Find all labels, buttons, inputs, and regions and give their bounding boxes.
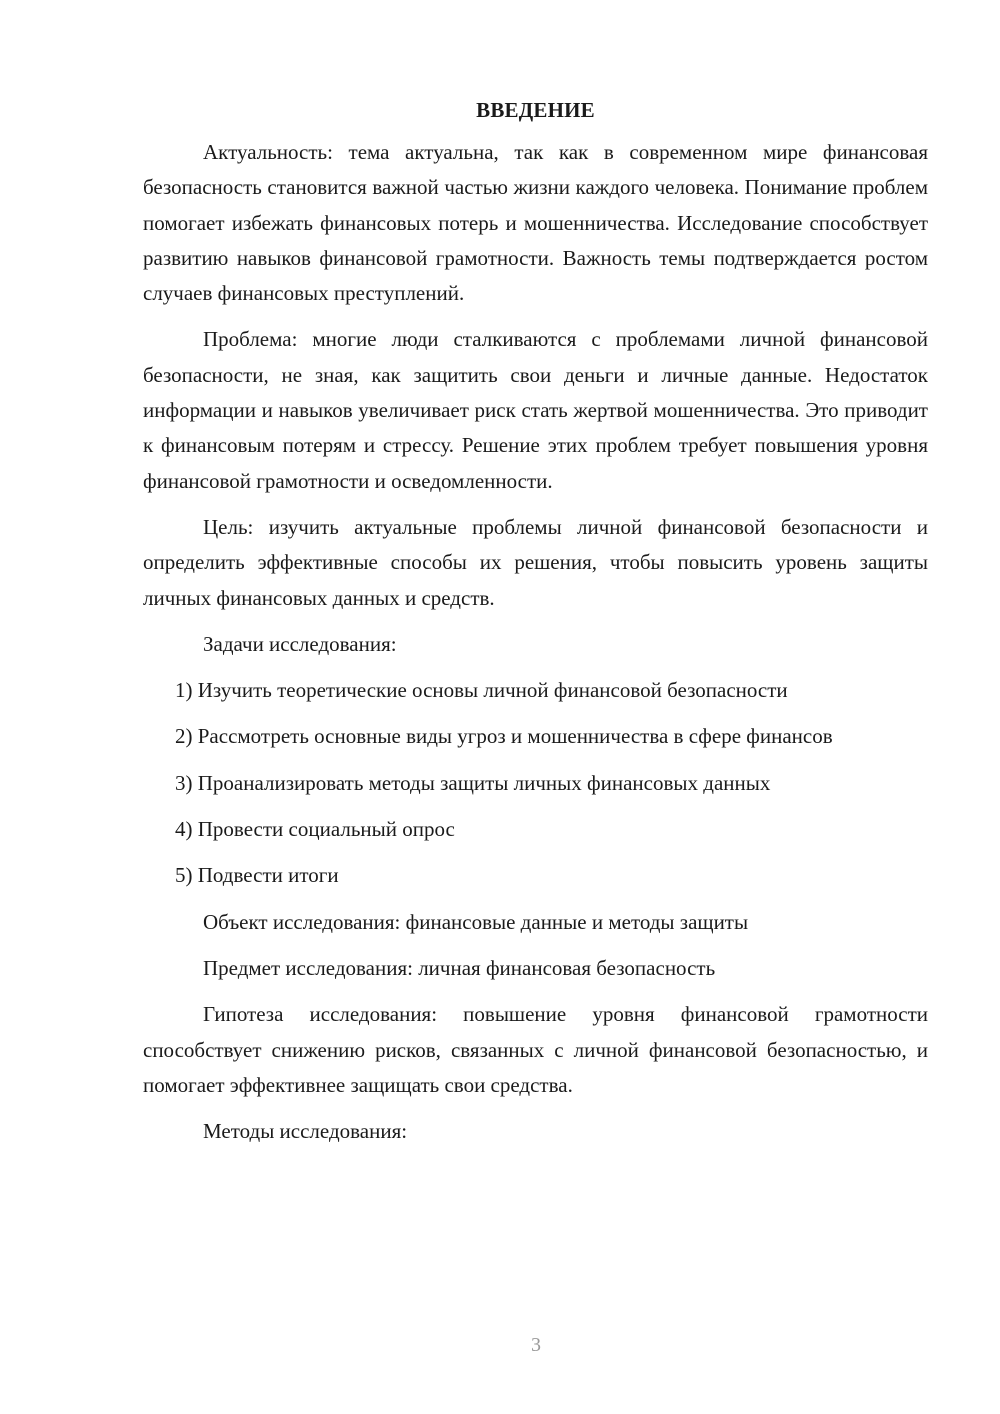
page-number: 3 [531,1334,541,1356]
goal-paragraph: Цель: изучить актуальные проблемы личной финансовой безопасности и определить эффективные способы их решения, чтобы повысить уровень защиты личных финансовых данных и средств. [143,514,928,610]
object-paragraph: Объект исследования: финансовые данные и методы защиты [203,909,749,934]
tasks-heading: Задачи исследования: [203,631,397,656]
task-item-4: 4) Провести социальный опрос [175,817,455,842]
task-item-1: 1) Изучить теоретические основы личной финансовой безопасности [175,678,788,703]
task-item-5: 5) Подвести итоги [175,863,339,888]
section-title: ВВЕДЕНИЕ [476,98,595,122]
task-item-3: 3) Проанализировать методы защиты личных финансовых данных [175,770,771,795]
task-item-2: 2) Рассмотреть основные виды угроз и мошенничества в сфере финансов [175,724,833,749]
document-page [143,93,928,1149]
relevance-paragraph: Актуальность: тема актуальна, так как в современном мире финансовая безопасность становится важной частью жизни каждого человека. Понимание проблем помогает избежать финансовых потерь и мошенничества. Исследование способствует развитию навыков финансовой грамотности. Важность темы подтверждается ростом случаев финансовых преступлений. [143,140,928,306]
subject-paragraph: Предмет исследования: личная финансовая безопасность [203,955,716,980]
problem-paragraph: Проблема: многие люди сталкиваются с проблемами личной финансовой безопасности, не зная, как защитить свои деньги и личные данные. Недостаток информации и навыков увеличивает риск стать жертвой мошенничества. Это приводит к финансовым потерям и стрессу. Решение этих проблем требует повышения уровня финансовой грамотности и осведомленности. [143,327,928,493]
methods-heading: Методы исследования: [203,1119,408,1144]
hypothesis-paragraph: Гипотеза исследования: повышение уровня финансовой грамотности способствует снижению рисков, связанных с личной финансовой безопасностью, и помогает эффективнее защищать свои средства. [143,1002,928,1097]
